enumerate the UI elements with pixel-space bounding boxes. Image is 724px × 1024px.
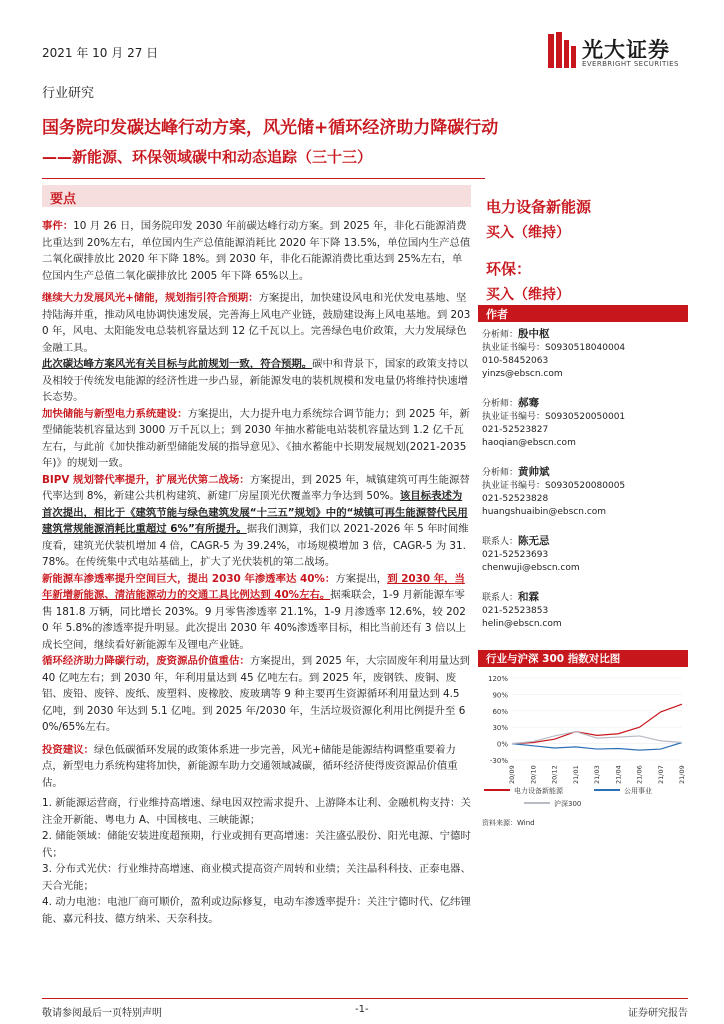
report-title: 国务院印发碳达峰行动方案，风光储+循环经济助力降碳行动	[42, 118, 499, 138]
y-tick-label: 30%	[492, 724, 508, 733]
x-tick-label: 21/04	[614, 765, 623, 784]
rating-1: 买入（维持）	[486, 225, 570, 241]
logo-text-cn: 光大证券	[582, 38, 670, 62]
key-points-label: 要点	[50, 192, 77, 207]
y-tick-label: 90%	[492, 691, 508, 700]
report-category: 行业研究	[42, 86, 95, 101]
contact-card: 联系人：和霖 021-52523853 helin@ebscn.com	[482, 591, 688, 631]
contact-phone: 021-52523828	[482, 494, 549, 504]
report-subtitle: ——新能源、环保领域碳中和动态追踪（三十三）	[42, 148, 373, 166]
paragraph-ev: 新能源车渗透率提升空间巨大，提出 2030 年渗透率达 40%：方案提出，到 2030 年，当年新增新能源、清洁能源动力的交通工具比例达到 40%左右。据乘联会，1-9 月新能源车零售 181.8 万辆，同比增长 203%。9 月零售渗透率 21.1%，1-9 月渗透率 12.6%，较 2020 年 5.8%的渗透率提升明显。此次提出 2030 年 40%渗透率目标，相比当前还有 3 倍以上成长空间，继续看好新能源车及锂电产业链。	[42, 572, 466, 651]
rating-2: 买入（维持）	[486, 287, 570, 303]
contact-phone: 021-52523827	[482, 425, 549, 435]
index-comparison-chart	[482, 668, 688, 833]
contact-cert: 执业证书编号：S0930520080005	[482, 481, 626, 491]
logo-text-en: EVERBRIGHT SECURITIES	[582, 60, 679, 68]
footer-divider	[42, 998, 688, 999]
y-tick-label: -30%	[489, 757, 508, 765]
contact-name: 和霖	[518, 591, 540, 603]
contact-list	[482, 328, 688, 647]
list-item: 1. 新能源运营商，行业维持高增速、绿电因双控需求提升、上游降本让利、金融机构支持：关注金开新能、粤电力 A、中国核电、三峡能源；	[42, 797, 471, 826]
contact-email[interactable]: yinzs@ebscn.com	[482, 369, 563, 379]
contact-email[interactable]: chenwuji@ebscn.com	[482, 563, 580, 573]
x-tick-label: 21/01	[571, 765, 580, 784]
paragraph-bipv: BIPV 规划替代率提升，扩展光伏第二战场：方案提出，到 2025 年，城镇建筑可再生能源替代率达到 8%，新建公共机构建筑、新建厂房屋顶光伏覆盖率力争达到 50%。该目标表述为首次提出，相比于《建筑节能与绿色建筑发展“十三五”规划》中的“城镇可再生能源替代民用建筑常规能源消耗比重超过 6%”有所提升。据我们测算，我们以 2021-2026 年 5 年时间维度看，建筑光伏装机增加 4 倍，CAGR-5 为 39.24%，市场规模增加 3 倍，CAGR-5 为 31.78%。在传统集中式电站基础上，扩大了光伏装机的第二战场。	[42, 473, 470, 568]
chart-title: 行业与沪深 300 指数对比图	[486, 653, 621, 665]
contact-email[interactable]: helin@ebscn.com	[482, 619, 562, 629]
paragraph-investment: 投资建议：绿色低碳循环发展的政策体系进一步完善，风光+储能是能源结构调整重要着力点，新型电力系统构建将加快，新能源车助力交通领域减碳，循环经济使得废资源品价值重估。	[42, 743, 458, 789]
x-tick-label: 21/03	[593, 765, 601, 784]
contact-cert: 执业证书编号：S0930518040004	[482, 343, 626, 353]
contact-phone: 021-52523693	[482, 550, 549, 560]
list-item: 2. 储能领域：储能安装进度超预期，行业或拥有更高增速：关注盛弘股份、阳光电源、宁德时代；	[42, 830, 471, 859]
y-tick-label: 0%	[496, 740, 508, 749]
y-tick-label: 60%	[492, 707, 508, 716]
contact-cert: 执业证书编号：S0930520050001	[482, 412, 626, 422]
footer-disclaimer: 敬请参阅最后一页特别声明	[42, 1008, 162, 1019]
title-divider	[42, 178, 485, 179]
author-header	[478, 305, 688, 322]
report-date: 2021 年 10 月 27 日	[42, 46, 159, 60]
legend-label: 公用事业	[624, 787, 652, 795]
y-tick-label: 120%	[487, 675, 508, 683]
paragraph-storage: 加快储能与新型电力系统建设：方案提出，大力提升电力系统综合调节能力；到 2025 年，新型储能装机容量达到 3000 万千瓦以上；到 2030 年抽水蓄能电站装机容量达到 1.2 亿千瓦左右，与此前《加快推动新型储能发展的指导意见》、《抽水蓄能中长期发展规划(2021-2035 年)》的规划一致。	[42, 407, 470, 469]
logo-mark-icon	[548, 32, 576, 68]
chart-header	[478, 650, 688, 667]
sector-name-2: 环保：	[486, 260, 532, 278]
x-tick-label: 20/12	[550, 765, 559, 784]
list-item: 3. 分布式光伏：行业维持高增速、商业模式提高资产周转和业绩；关注晶科科技、正泰电器、天合光能；	[42, 863, 471, 892]
chart-source: 资料来源：Wind	[482, 819, 535, 827]
paragraph-recycling: 循环经济助力降碳行动，废资源品价值重估：方案提出，到 2025 年，大宗固废年利用量达到 40 亿吨左右；到 2030 年，年利用量达到 45 亿吨左右。到 2025 年，废钢铁、废铜、废铝、废铅、废锌、废纸、废塑料、废橡胶、废玻璃等 9 种主要再生资源循环利用量达到 4.5 亿吨，到 2030 年达到 5.1 亿吨。到 2025 年/2030 年，生活垃圾资源化利用比例提升至 60%/65%左右。	[42, 655, 470, 733]
contact-email[interactable]: haoqian@ebscn.com	[482, 438, 576, 448]
x-tick-label: 21/09	[678, 765, 686, 784]
contact-name: 黄帅斌	[518, 466, 550, 478]
legend-label: 沪深300	[554, 800, 582, 808]
key-points-header	[42, 185, 471, 207]
contact-card: 分析师：殷中枢 执业证书编号：S0930518040004 010-58452063 yinzs@ebscn.com	[482, 328, 688, 381]
contact-name: 郝骞	[518, 397, 540, 409]
x-tick-label: 20/10	[529, 765, 538, 784]
footer-report-type: 证券研究报告	[628, 1008, 688, 1019]
main-content	[42, 218, 472, 927]
contact-phone: 021-52523853	[482, 606, 549, 616]
page-number: -1-	[355, 1004, 369, 1015]
x-tick-label: 21/07	[656, 765, 665, 784]
paragraph-consistent: 此次碳达峰方案风光有关目标与此前规划一致，符合预期。碳中和背景下，国家的政策支持以及相较于传统发电能源的经济性进一步凸显，新能源发电的装机规模和发电量仍将维持快速增长态势。	[42, 358, 469, 403]
contact-card: 分析师：黄帅斌 执业证书编号：S0930520080005 021-52523828 huangshuaibin@ebscn.com	[482, 466, 688, 519]
x-tick-label: 20/09	[508, 765, 516, 784]
author-label: 作者	[486, 308, 508, 321]
legend-label: 电力设备新能源	[514, 787, 563, 795]
contact-name: 殷中枢	[518, 328, 550, 340]
list-item: 4. 动力电池：电池厂商可顺价，盈利或边际修复，电动车渗透率提升：关注宁德时代、亿纬锂能、嘉元科技、德方纳米、天奈科技。	[42, 896, 471, 925]
contact-name: 陈无忌	[518, 535, 550, 547]
contact-card: 分析师：郝骞 执业证书编号：S0930520050001 021-52523827 haoqian@ebscn.com	[482, 397, 688, 450]
contact-card: 联系人：陈无忌 021-52523693 chenwuji@ebscn.com	[482, 535, 688, 575]
company-logo	[548, 30, 688, 78]
x-tick-label: 21/06	[635, 765, 644, 784]
paragraph-event: 事件：10 月 26 日，国务院印发 2030 年前碳达峰行动方案。到 2025 年，非化石能源消费比重达到 20%左右，单位国内生产总值能源消耗比 2020 年下降 13.5%，单位国内生产总值二氧化碳排放比 2020 年下降 18%。到 2030 年，非化石能源消费比重达到 25%左右，单位国内生产总值二氧化碳排放比 2005 年下降 65%以上。	[42, 220, 471, 282]
contact-phone: 010-58452063	[482, 356, 549, 366]
paragraph-wind-solar: 继续大力发展风光+储能，规划指引符合预期：方案提出，加快建设风电和光伏发电基地、坚持陆海并重，推动风电协调快速发展，完善海上风电产业链，鼓励建设海上风电基地。到 2030 年，风电、太阳能发电总装机容量达到 12 亿千瓦以上。完善绿色电价政策，大力发展绿色金融工具。	[42, 292, 471, 354]
contact-email[interactable]: huangshuaibin@ebscn.com	[482, 507, 607, 517]
sector-name-1: 电力设备新能源	[486, 198, 592, 216]
